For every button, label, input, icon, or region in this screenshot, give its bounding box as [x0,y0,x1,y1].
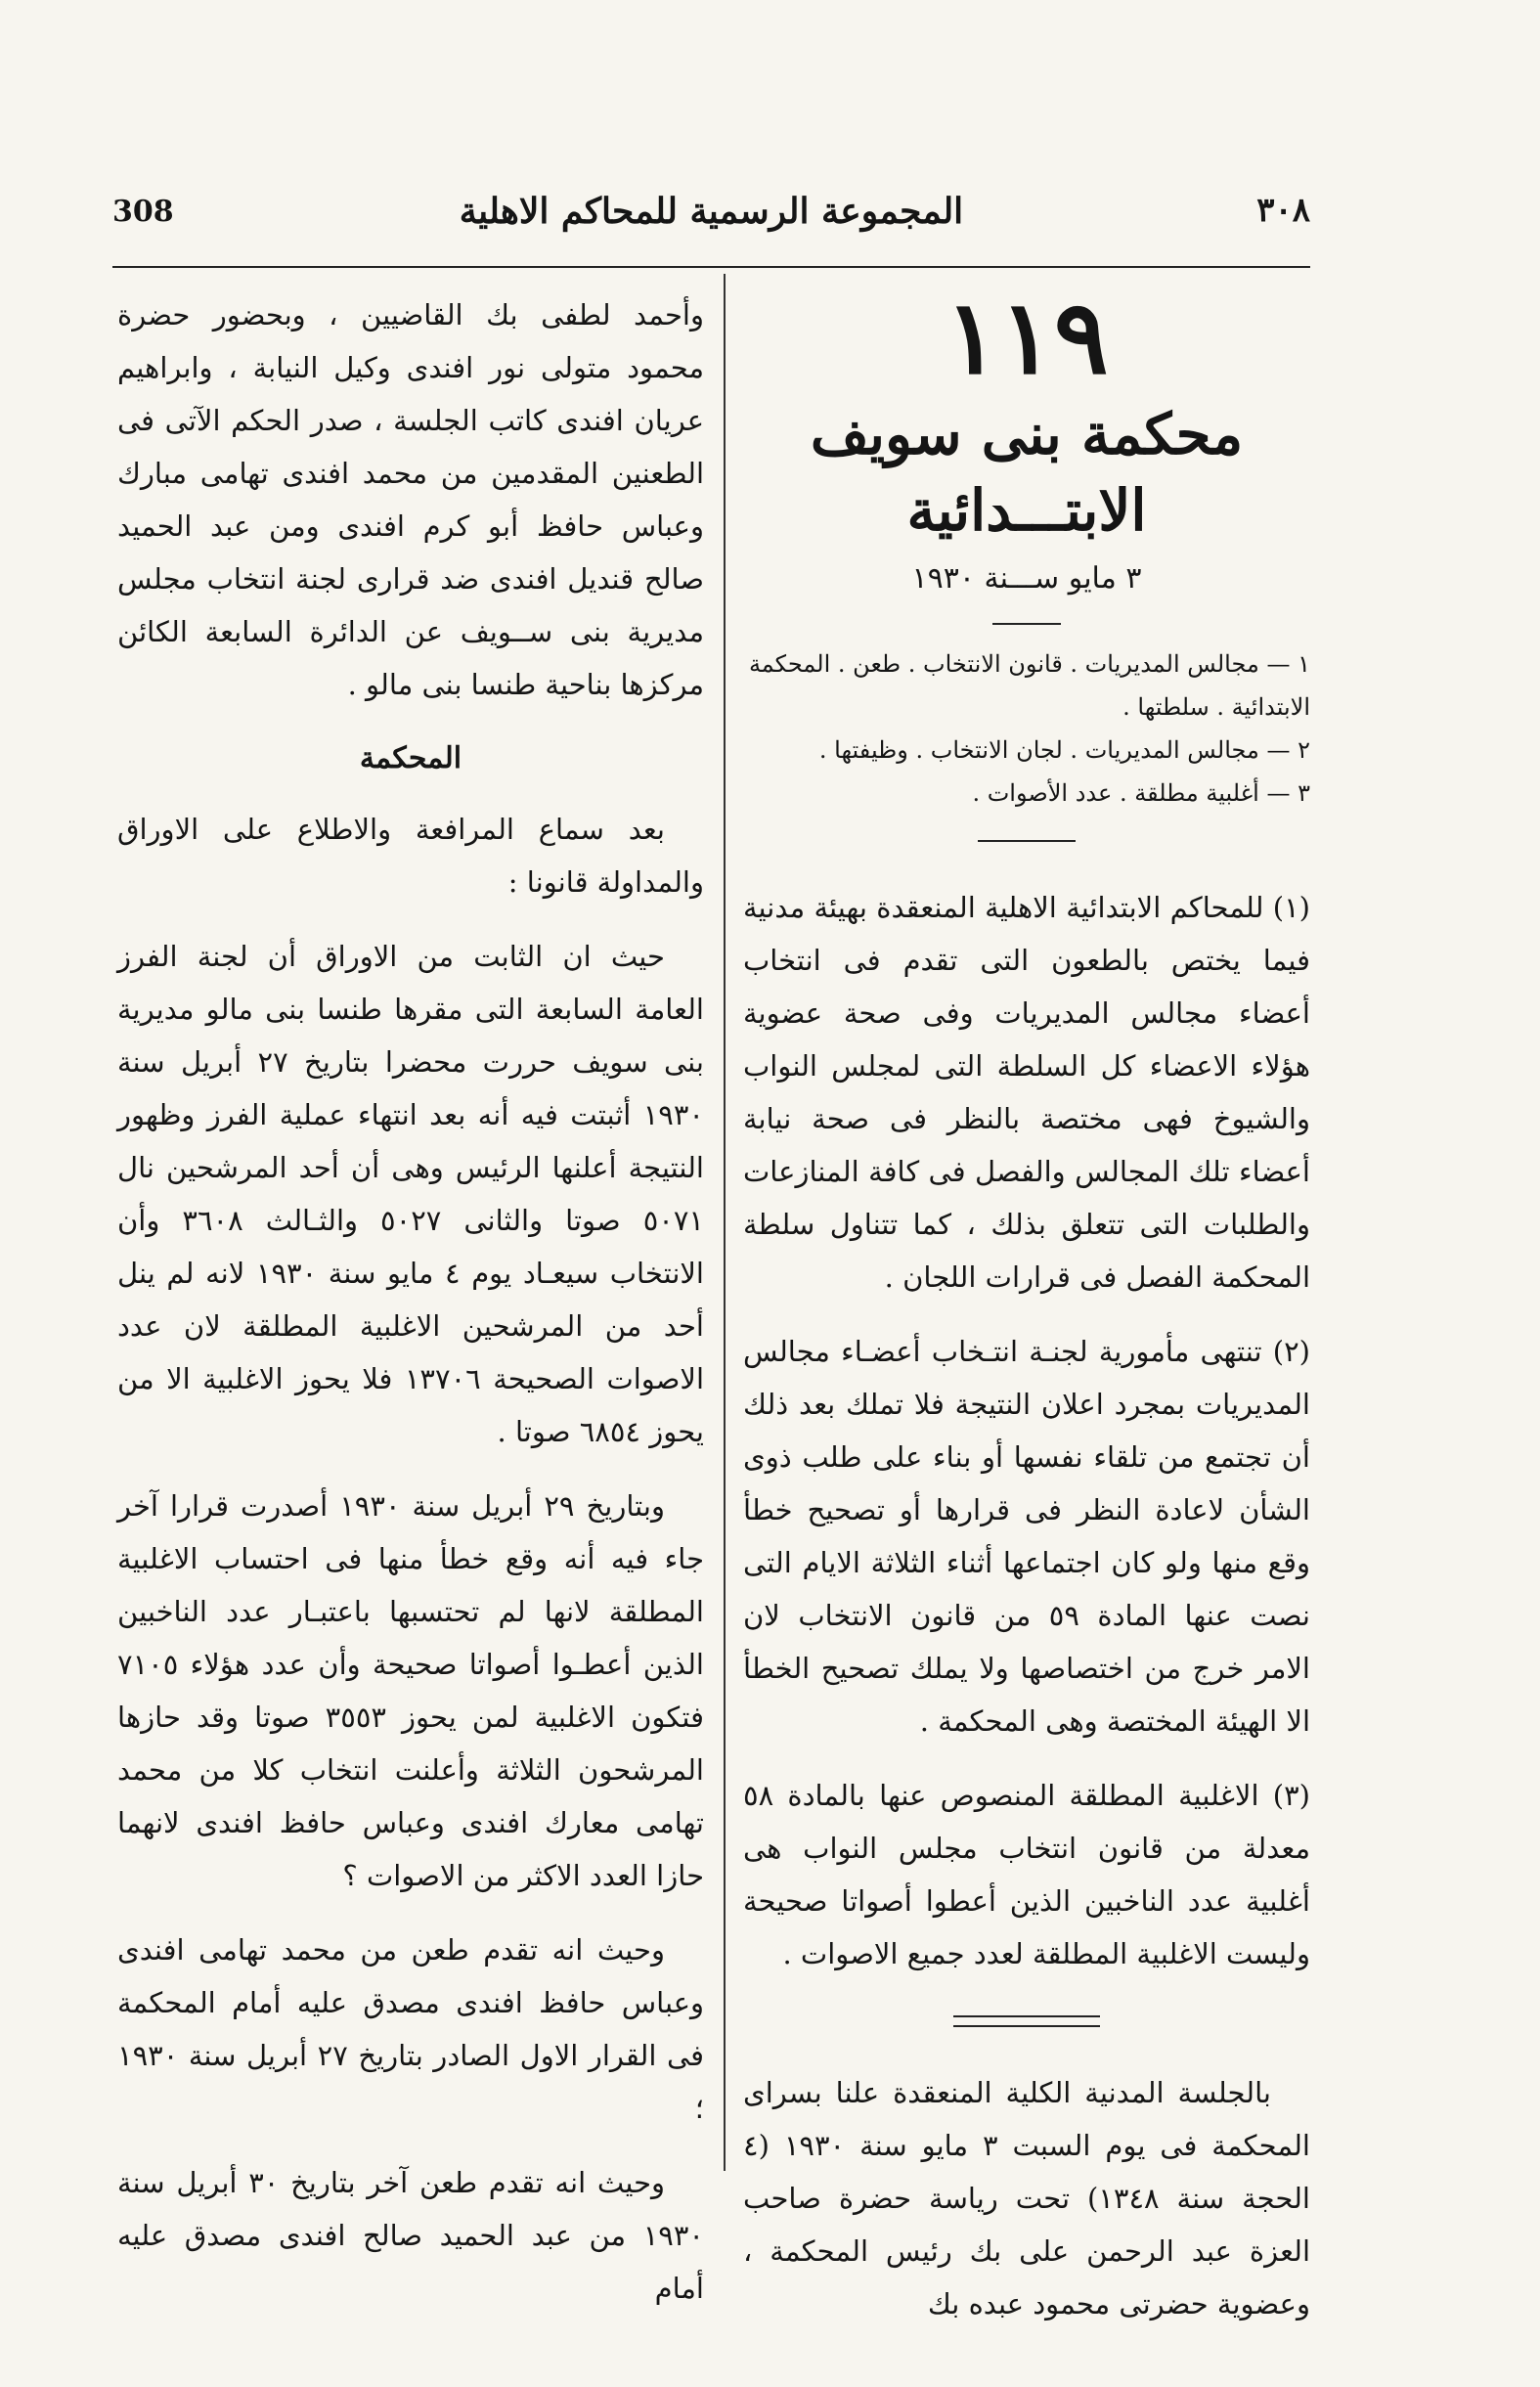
legal-principle: (١) للمحاكم الابتدائية الاهلية المنعقدة بهيئة مدنية فيما يختص بالطعون التى تقدم فى انتخاب أعضاء مجالس المديريات وفى صحة عضوية هؤلاء الاعضاء كل السلطة التى لمجلس النواب والشيوخ فهى مختصة بالنظر فى صحة نيابة أعضاء تلك المجالس والفصل فى كافة المنازعات والطلبات التى تتعلق بذلك ، كما تتناول سلطة المحكمة الفصل فى قرارات اللجان . [743,891,1310,1294]
judgment-date: ٣ مايو ســـنة ١٩٣٠ [911,561,1142,596]
page-header [112,191,1310,249]
section-heading: المحكمة [359,741,462,775]
separator-rule [992,623,1061,625]
case-number: ١١٩ [945,277,1109,397]
court-name: محكمة بنى سويف الابتـــدائية [810,401,1244,544]
header-rule [112,266,1310,268]
running-title: المجموعة الرسمية للمحاكم الاهلية [459,191,964,232]
column-divider [724,274,726,2171]
left-column [117,288,704,2336]
page-number-latin: 308 [112,195,174,229]
headnote: ١ — مجالس المديريات . قانون الانتخاب . طعن . المحكمة الابتدائية . سلطتها . [748,650,1310,721]
body-paragraph: وحيث انه تقدم طعن آخر بتاريخ ٣٠ أبريل سنة ١٩٣٠ من عبد الحميد صالح افندى مصدق عليه أمام [117,2166,704,2305]
body-paragraph: وبتاريخ ٢٩ أبريل سنة ١٩٣٠ أصدرت قرارا آخر جاء فيه أنه وقع خطأ منها فى احتساب الاغلبية المطلقة لانها لم تحتسبها باعتبـار عدد الناخبين الذين أعطـوا أصواتا صحيحة وأن عدد هؤلاء ٧١٠٥ فتكون الاغلبية لمن يحوز ٣٥٥٣ صوتا وقد حازها المرشحون الثلاثة وأعلنت انتخاب كلا من محمد تهامى معارك افندى وعباس حافظ افندى لانهما حازا العدد الاكثر من الاصوات ؟ [117,1489,704,1892]
right-column [743,279,1310,2352]
session-intro: بالجلسة المدنية الكلية المنعقدة علنا بسراى المحكمة فى يوم السبت ٣ مايو سنة ١٩٣٠ (٤ الحجة سنة ١٣٤٨) تحت رياسة حضرة صاحب العزة عبد الرحمن على بك رئيس المحكمة ، وعضوية حضرتى محمود عبده بك [743,2076,1310,2321]
session-continuation: وأحمد لطفى بك القاضيين ، وبحضور حضرة محمود متولى نور افندى وكيل النيابة ، وابراهيم عريان افندى كاتب الجلسة ، صدر الحكم الآتى فى الطعنين المقدمين من محمد افندى تهامى مبارك وعباس حافظ أبو كرم افندى ومن عبد الحميد صالح قنديل افندى ضد قرارى لجنة انتخاب مجلس مديرية بنى ســويف عن الدائرة السابعة الكائن مركزها بناحية طنسا بنى مالو . [117,298,704,701]
body-paragraph: حيث ان الثابت من الاوراق أن لجنة الفرز العامة السابعة التى مقرها طنسا بنى مالو مديرية بنى سويف حررت محضرا بتاريخ ٢٧ أبريل سنة ١٩٣٠ أثبتت فيه أنه بعد انتهاء عملية الفرز وظهور النتيجة أعلنها الرئيس وهى أن أحد المرشحين نال ٥٠٧١ صوتا والثانى ٥٠٢٧ والثـالث ٣٦٠٨ وأن الانتخاب سيعـاد يوم ٤ مايو سنة ١٩٣٠ لانه لم ينل أحد من المرشحين الاغلبية المطلقة لان عدد الاصوات الصحيحة ١٣٧٠٦ فلا يحوز الاغلبية الا من يحوز ٦٨٥٤ صوتا . [117,940,705,1448]
body-paragraph: وحيث انه تقدم طعن من محمد تهامى افندى وعباس حافظ افندى مصدق عليه أمام المحكمة فى القرار الاول الصادر بتاريخ ٢٧ أبريل سنة ١٩٣٠ ؛ [117,1933,705,2125]
legal-principle: (٢) تنتهى مأمورية لجنـة انتـخاب أعضـاء مجالس المديريات بمجرد اعلان النتيجة فلا تملك بعد ذلك أن تجتمع من تلقاء نفسها أو بناء على طلب ذوى الشأن لاعادة النظر فى قرارها أو تصحيح خطأ وقع منها ولو كان اجتماعها أثناء الثلاثة الايام التى نصت عنها المادة ٥٩ من قانون الانتخاب لان الامر خرج من اختصاصها ولا يملك تصحيح الخطأ الا الهيئة المختصة وهى المحكمة . [743,1335,1310,1738]
double-separator-rule [953,2015,1100,2027]
headnote: ٣ — أغلبية مطلقة . عدد الأصوات . [972,779,1310,807]
page-number-arabic: ٣٠٨ [1256,191,1310,230]
body-paragraph: بعد سماع المرافعة والاطلاع على الاوراق والمداولة قانونا : [117,813,704,899]
headnote: ٢ — مجالس المديريات . لجان الانتخاب . وظيفتها . [818,736,1310,764]
legal-principle: (٣) الاغلبية المطلقة المنصوص عنها بالمادة ٥٨ معدلة من قانون انتخاب مجلس النواب هى أغلبية عدد الناخبين الذين أعطوا أصواتا صحيحة وليست الاغلبية المطلقة لعدد جميع الاصوات . [743,1779,1310,1970]
separator-rule [978,840,1076,842]
